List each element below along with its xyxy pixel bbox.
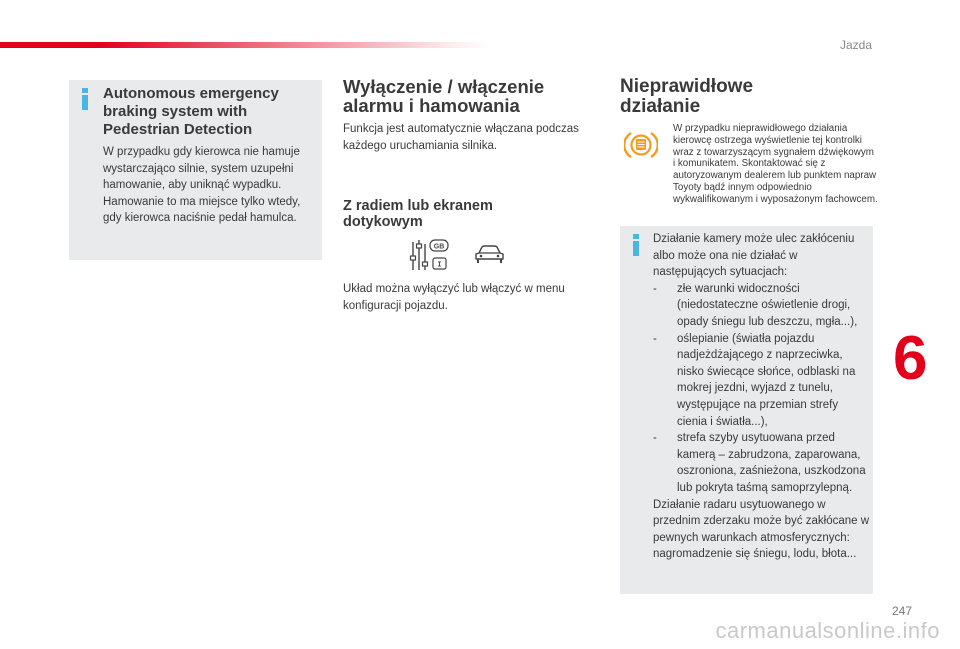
section-title: Jazda [839, 38, 872, 52]
header-accent-bar [0, 42, 490, 48]
auto-activation-text: Funkcja jest automatycznie włączana podczas każdego uruchamiania silnika. [343, 123, 579, 152]
car-icon [473, 243, 505, 265]
info-box-text: W przypadku gdy kierowca nie hamuje wystarczająco silnie, system uzupełni hamowanie, aby uniknąć wypadku. Hamowanie to ma miejsce tylko wtedy, gdy kierowca naciśnie pedał hamulca. [103, 146, 301, 224]
info-box-title: Autonomous emergency braking system with Pedestrian Detection [103, 85, 279, 138]
section-heading-disable-enable: Wyłączenie / włączenie alarmu i hamowania [343, 76, 545, 116]
subheading-radio-touchscreen: Z radiem lub ekranem dotykowym [343, 198, 493, 230]
section-heading-malfunction: Nieprawidłowe działanie [620, 76, 754, 117]
info-icon [633, 234, 639, 256]
info-icon [82, 88, 88, 110]
page-number: 247 [891, 604, 912, 618]
list-item: - strefa szyby usytuowana przed kamerą – zabrudzona, zaparowana, oszroniona, zaśnieżona, uszkodzona lub pokryta taśmą samoprzylepną. [653, 432, 866, 494]
radar-outro-text: Działanie radaru usytuowanego w przednim zderzaku może być zakłócane w pewnych warunkach atmosferycznych: nagromadzenie się śniegu, lodu, błota... [653, 498, 870, 561]
list-item: - oślepianie (światła pojazdu nadjeżdżającego z naprzeciwka, nisko świecące słońce, odblaski na mokrej jezdni, wyjazd z tunelu, występujące na przemian strefy cienia i światła...), [653, 332, 856, 428]
info-box-aeb [69, 80, 322, 260]
aeb-warning-light-icon [624, 129, 658, 161]
list-item: - złe warunki widoczności (niedostateczne oświetlenie drogi, opady śniegu lub deszczu, mgła...), [653, 282, 858, 328]
chapter-number: 6 [893, 324, 928, 393]
camera-intro-text: Działanie kamery może ulec zakłóceniu albo może ona nie działać w następujących sytuacjach: [653, 233, 855, 279]
watermark: carmanualsonline.info [715, 618, 940, 643]
menu-config-text: Układ można wyłączyć lub włączyć w menu konfiguracji pojazdu. [343, 283, 565, 312]
info-box-camera [620, 226, 873, 594]
gb-badge-label: GB [433, 243, 445, 251]
info-badge-label: I [437, 261, 442, 270]
vehicle-settings-icon [409, 238, 451, 272]
malfunction-warning-text: W przypadku nieprawidłowego działania kierowcę ostrzega wyświetlenie tej kontrolki wraz z towarzyszącym sygnałem dźwiękowym i komunikatem. Skontaktować się z autoryzowanym dealerem lub punktem napraw Toyoty bądź innym odpowiednio wykwalifikowanym i wyposażonym fachowcem. [673, 123, 878, 205]
